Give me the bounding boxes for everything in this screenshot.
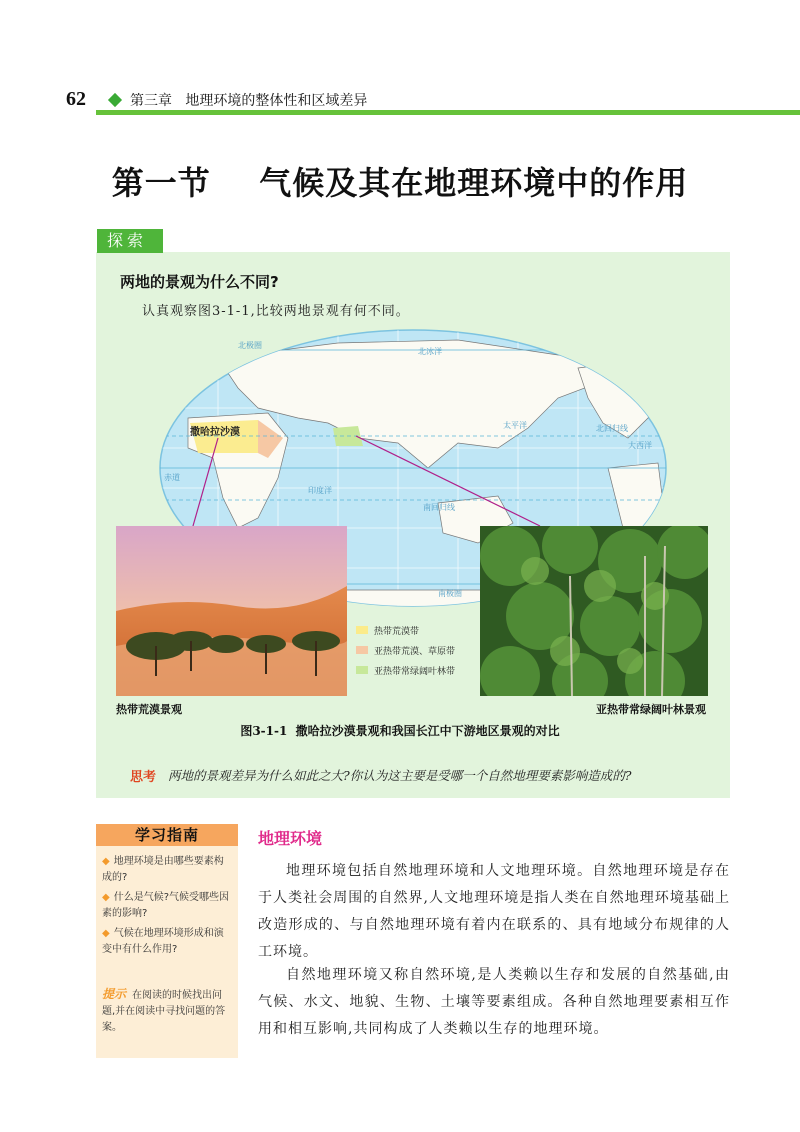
forest-photo-caption: 亚热带常绿阔叶林景观	[596, 703, 706, 716]
chapter-title: 第三章 地理环境的整体性和区域差异	[130, 93, 368, 109]
legend-swatch	[356, 666, 368, 674]
hint-label: 提示	[102, 987, 127, 1001]
guide-hint	[102, 986, 232, 1036]
map-label: 太平洋	[503, 421, 527, 430]
legend-label: 亚热带常绿阔叶林带	[374, 666, 456, 677]
explore-instruction: 认真观察图3-1-1,比较两地景观有何不同。	[142, 304, 410, 319]
paragraph: 自然地理环境又称自然环境,是人类赖以生存和发展的自然基础,由气候、水文、地貌、生物、土壤等要素组成。各种自然地理要素相互作用和相互影响,共同构成了人类赖以生存的地理环境。	[258, 967, 730, 1037]
header-rule	[96, 110, 800, 115]
map-label: 大西洋	[628, 441, 652, 450]
header-diamond-icon	[108, 93, 122, 107]
legend-label: 热带荒漠带	[374, 626, 420, 637]
diamond-bullet-icon: ◆	[102, 928, 110, 939]
map-label: 北极圈	[238, 341, 262, 350]
guide-item	[102, 854, 232, 886]
subsection-title: 地理环境	[258, 829, 323, 848]
think-text: 两地的景观差异为什么如此之大?你认为这主要是受哪一个自然地理要素影响造成的?	[168, 768, 632, 783]
guide-item-text: 气候在地理环境形成和演变中有什么作用?	[102, 928, 224, 955]
desert-photo	[116, 526, 347, 696]
map-label: 南回归线	[423, 503, 455, 512]
legend-item	[356, 660, 480, 680]
guide-item	[102, 926, 232, 958]
think-label: 思考	[130, 770, 157, 785]
explore-tab: 探索	[97, 229, 163, 253]
map-label: 南极圈	[438, 589, 462, 598]
page-number: 62	[66, 88, 86, 110]
section-title: 第一节 气候及其在地理环境中的作用	[111, 164, 689, 202]
sahara-label: 撒哈拉沙漠	[190, 427, 240, 438]
legend-swatch	[356, 646, 368, 654]
guide-item	[102, 890, 232, 922]
paragraph: 地理环境包括自然地理环境和人文地理环境。自然地理环境是存在于人类社会周围的自然界,人文地理环境是指人类在自然地理环境基础上改造形成的、与自然地理环境有着内在联系的、具有地域分布规律的人工环境。	[258, 863, 730, 960]
map-label: 北回归线	[596, 424, 628, 433]
map-label: 印度洋	[308, 486, 332, 495]
legend-label: 亚热带荒漠、草原带	[374, 646, 456, 657]
legend-item	[356, 640, 480, 660]
legend-swatch	[356, 626, 368, 634]
diamond-bullet-icon: ◆	[102, 856, 110, 867]
forest-photo	[480, 526, 708, 696]
guide-item-text: 地理环境是由哪些要素构成的?	[102, 856, 224, 883]
figure-caption: 图3-1-1 撒哈拉沙漠景观和我国长江中下游地区景观的对比	[240, 724, 560, 738]
map-label: 北冰洋	[418, 347, 442, 356]
study-guide-title: 学习指南	[96, 824, 238, 846]
desert-photo-caption: 热带荒漠景观	[116, 703, 182, 716]
map-legend	[356, 620, 480, 680]
guide-item-text: 什么是气候?气候受哪些因素的影响?	[102, 892, 230, 919]
hint-text: 在阅读的时候找出问题,并在阅读中寻找问题的答案。	[102, 990, 226, 1033]
diamond-bullet-icon: ◆	[102, 892, 110, 903]
legend-item	[356, 620, 480, 640]
map-label: 赤道	[164, 473, 180, 482]
explore-question: 两地的景观为什么不同?	[120, 273, 279, 291]
